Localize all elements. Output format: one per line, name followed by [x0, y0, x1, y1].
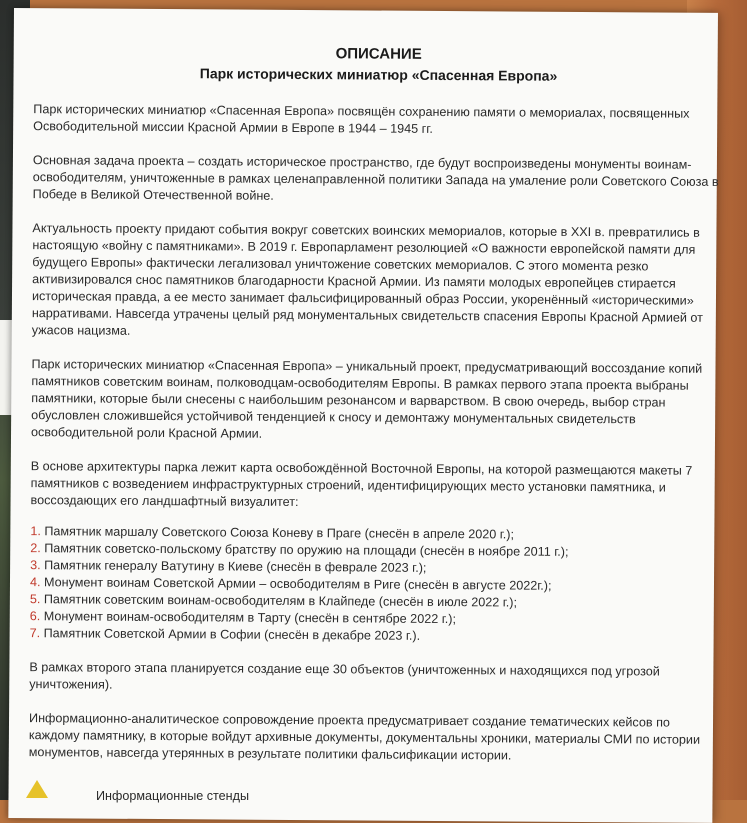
document-content — [29, 42, 724, 783]
list-number: 1. — [30, 524, 41, 539]
cutoff-heading: Информационные стенды — [96, 789, 250, 803]
list-text: Памятник советским воинам-освободителям в Клайпеде (снесён в июле 2022 г.); — [43, 592, 518, 610]
list-number: 4. — [29, 575, 41, 590]
paragraph-relevance: Актуальность проекту придают события вокруг советских воинских мемориалов, которые в XXI в. превратились в настоящую «войну с памятниками». В 2019 г. Европарламент резолюцией «О важности европейской памяти для будущего Европы» фактически легализовал уничтожение советских мемориалов. С этого момента резко активизировался снос памятников благодарности Красной Армии. Из памяти молодых европейцев стирается историческая правда, а ее место занимает фальсифицированный образ России, укоренённый «историческими» нарративами. Навсегда утрачены целый ряд монументальных свидетельств спасения Европы Красной Армией от ужасов нацизма. — [31, 221, 703, 338]
list-item — [30, 625, 720, 647]
warning-icon — [26, 780, 48, 798]
list-number: 7. — [29, 626, 41, 641]
list-text: Памятник маршалу Советского Союза Коневу в Праге (снесён в апреле 2020 г.); — [44, 524, 515, 542]
document-subtitle: Парк исторических миниатюр «Спасенная Европа» — [199, 65, 558, 84]
paragraph-goal: Основная задача проекта – создать историческое пространство, где будут воспроизведены монументы воинам-освободителям, уничтоженные в рамках целенаправленной политики Запада на умаление роли Советского Союза в Победе в Великой Отечественной войне. — [32, 153, 719, 203]
document-title: ОПИСАНИЕ — [335, 45, 422, 63]
paragraph-stage-two: В рамках второго этапа планируется создание еще 30 объектов (уничтоженных и находящихся под угрозой уничтожения). — [29, 660, 660, 692]
list-text: Памятник генералу Ватутину в Киеве (снесён в феврале 2023 г.); — [44, 558, 427, 575]
paragraph-architecture: В основе архитектуры парка лежит карта освобождённой Восточной Европы, на которой размещаются макеты 7 памятников с возведением инфраструктурных строений, идентифицирующих место установки памятника, и воссоздающих его ландшафтный визуалитет: — [30, 459, 693, 509]
list-number: 5. — [29, 592, 41, 607]
list-text: Памятник советско-польскому братству по оружию на площади (снесён в ноябре 2011 г.); — [44, 541, 569, 559]
paragraph-intro: Парк исторических миниатюр «Спасенная Европа» посвящён сохранению памяти о мемориалах, посвященных Освободительной миссии Красной Армии в Европе в 1944 – 1945 гг. — [33, 102, 690, 136]
list-number: 3. — [30, 558, 41, 573]
paper-sheet — [8, 8, 718, 823]
list-text: Монумент воинам-освободителям в Тарту (снесён в сентябре 2022 г.); — [43, 609, 457, 627]
list-number: 6. — [29, 609, 41, 624]
paragraph-project: Парк исторических миниатюр «Спасенная Европа» – уникальный проект, предусматривающий воссоздание копий памятников советским воинам, полководцам-освободителям Европы. В рамках первого этапа проекта выбраны памятники, которые были снесены с наибольшим резонансом и варварством. В свою очередь, выбор стран обусловлен сложившейся устойчивой тенденцией к сносу и демонтажу монументальных свидетельств освободительной роли Красной Армии. — [30, 357, 703, 441]
list-text: Памятник Советской Армии в Софии (снесён в декабре 2023 г.). — [43, 626, 421, 643]
monument-list — [30, 523, 721, 647]
paragraph-info-support: Информационно-аналитическое сопровождение проекта предусматривает создание тематических кейсов по каждому памятнику, в которые войдут архивные документы, документальны хроники, материалы СМИ по истории монументов, навсегда утерянных в результате политики фальсификации истории. — [28, 711, 701, 763]
list-number: 2. — [30, 541, 41, 556]
list-text: Монумент воинам Советской Армии – освободителям в Риге (снесён в августе 2022г.); — [43, 575, 552, 593]
